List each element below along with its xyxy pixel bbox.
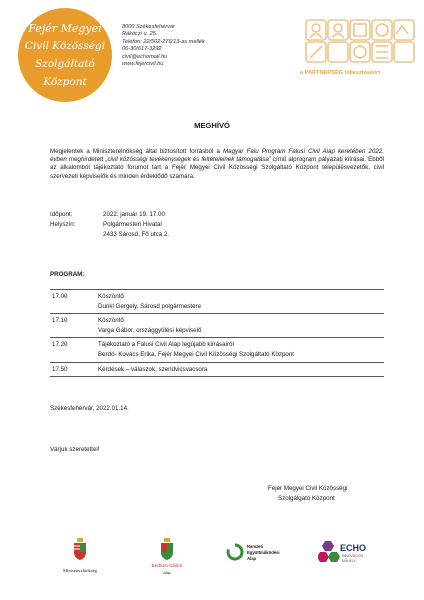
logo2-label: Bethlen Gábor [151,564,183,569]
intro-part3: című alprogram pályázati kiírásai. Ebből az alkalomból tájékoztató fórumot tart a Fejér Megyei Civil Közösségi Szolgáltató Központ településvezetők, civil szervezeti képviselők és minden érdeklődő számára. [50,156,384,180]
contact-address: 8000 Székesfehérvár [122,24,175,30]
program-time: 17.00 [50,290,98,314]
logo4-title: ECHO [340,543,367,553]
program-row [50,338,384,362]
partnership-tagline: a PARTNERSÉG fejlesztéséért [300,70,381,76]
program-row [50,314,384,338]
program-item-speaker: Dunkl Gergely, Sárosd polgármestere [98,302,202,310]
contact-email[interactable]: civil@echomail.hu [122,53,168,60]
logo3-line3: Alap [247,556,257,561]
program-item-speaker: Berdó- Kovács Erika, Fejér Megyei Civil Közösségi Szolgáltató Központ [98,350,295,358]
program-item-speaker: Varga Gábor, országgyűlési képviselő [98,326,202,334]
logo-text-line2: Civil Közösségi [24,40,106,52]
intro-paragraph [50,148,384,181]
contact-street: Rákóczi u. 25. [122,31,158,38]
signature-line2: Szolgálgató Központ [278,495,335,502]
program-title: PROGRAM: [50,271,85,278]
program-row [50,362,384,377]
logo-text-line3: Szolgáltató [35,58,95,70]
logo-text-line4: Központ [43,76,87,88]
contact-website[interactable]: www.fejercivil.hu [122,61,164,68]
logo3-line1: Nemzeti [247,544,264,549]
place-label: Helyszín: [50,221,76,228]
program-time: 17.20 [50,338,98,362]
logo1-label: Miniszterelnökség [63,568,97,573]
partnership-logo [296,14,416,78]
place-date: Székesfehérvár, 2022.01.14. [50,405,129,412]
program-item [98,290,384,314]
logo-text-line1: Fejér Megyei [28,22,102,35]
program-item [98,362,384,377]
shield-icon [159,538,175,560]
program-item-title: Tájékoztató a Falusi Civil Alap legújabb kiírásairól [98,341,234,349]
logo4-line2: INNOVÁCIÓS [342,554,364,558]
place-address: 2433 Sárosd, Fő utca 2. [103,231,170,238]
contact-info [122,24,205,68]
program-table [50,289,384,377]
program-time: 17.50 [50,362,98,377]
logo4-line3: MŰHELY [342,559,356,563]
logo2-sublabel: Alap [163,571,171,575]
program-item [98,314,384,338]
program-row [50,290,384,314]
program-item-title: Kérdések – válaszok, szendvicsvacsora [98,365,208,373]
echo-hexagon-icon [318,540,340,564]
intro-program-name: Magyar Falu Program Falusi Civil Alap keretében 2022. évben meghirdetett „civil közösségi tevékenységek és feltételeinek támogatása” [50,148,384,164]
logo3-line2: Együttműködési [247,550,280,555]
contact-mobile: 06-30/617-3292 [122,46,162,53]
signature-line1: Fejér Megyei Civil Közösségi [268,485,348,492]
date-label: Időpont: [50,211,73,218]
program-item-title: Köszöntő [98,293,124,300]
organization-logo [18,8,112,102]
place-name: Polgármesteri Hivatal [103,221,162,228]
contact-phone: Telefon: 22/502-276/13-as mellék [122,38,205,45]
date-value: 2022. január 19. 17.00 [103,211,165,218]
nea-ring-icon [226,543,244,561]
intro-part1: Megjelentek a Miniszterelnökség által biztosított forrásból a [50,148,223,155]
program-item [98,338,384,362]
coat-of-arms-icon [72,538,88,560]
document-title: MEGHÍVÓ [194,121,230,130]
program-item-title: Köszöntő [98,317,124,325]
closing-greeting: Várjuk szeretettel! [50,446,100,453]
program-time: 17.10 [50,314,98,338]
